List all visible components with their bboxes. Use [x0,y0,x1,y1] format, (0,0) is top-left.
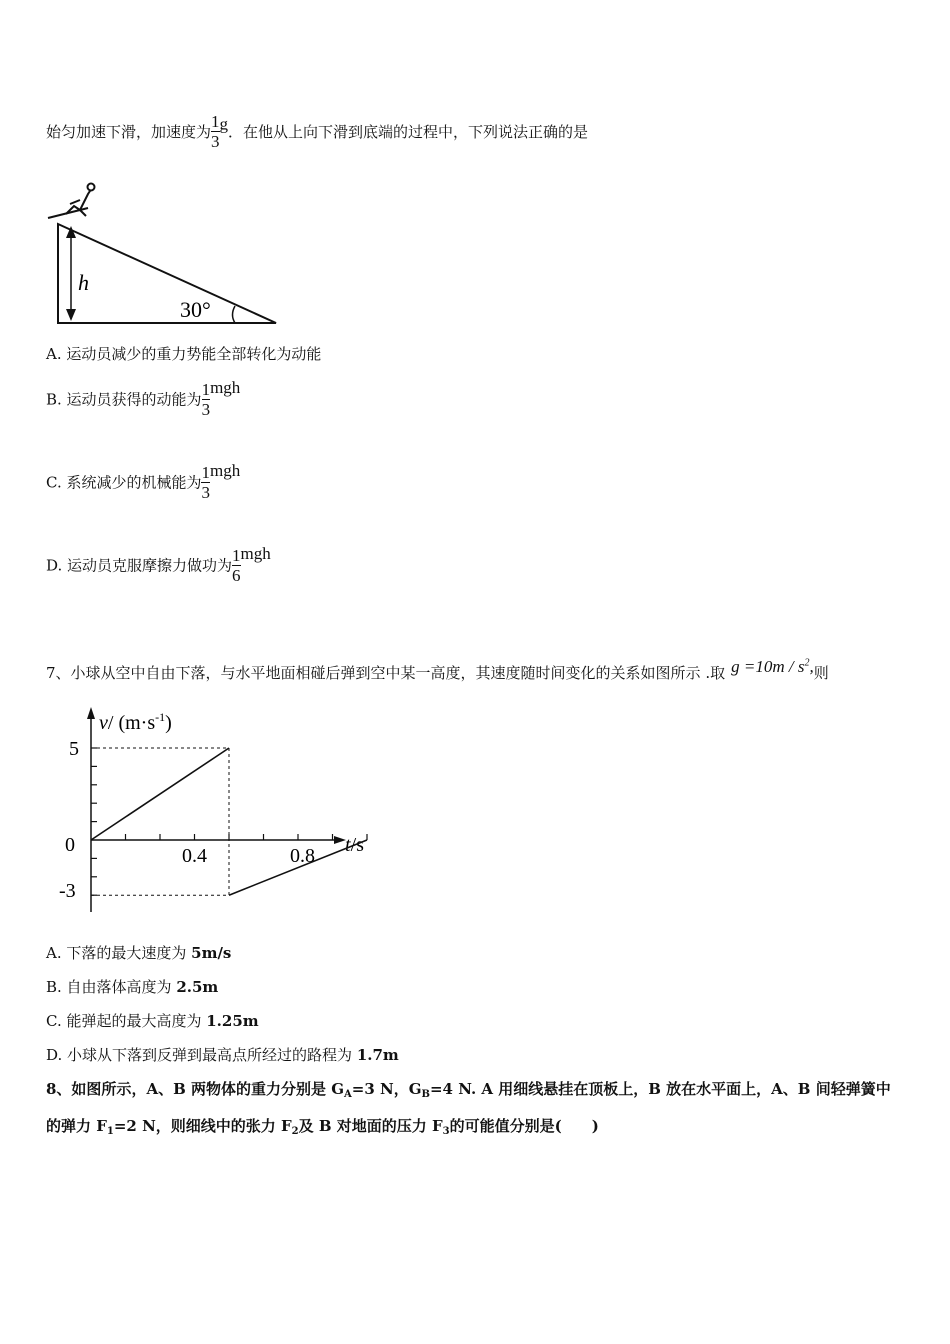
q6-accel-unit: g [219,114,229,134]
q6-option-b: B. 运动员获得的动能为 $\frac{1}{3}$ mgh [46,378,241,419]
q6-intro [46,112,588,151]
angle-label: 30° [180,297,211,322]
q7-option-d: D. 小球从下落到反弹到最高点所经过的路程为 1.7m [46,1046,399,1064]
x-tick-label-0.4: 0.4 [182,845,207,867]
q7-option-b: B. 自由落体高度为 2.5m [46,978,219,996]
series-line-1 [91,748,229,840]
q8-line-1: 8、如图所示，A、B 两物体的重力分别是 $G_A=3$ N，$G_B=4$ N. A 用细线悬挂在顶板上，B 放在水平面上，A、B 间轻弹簧中 [46,1080,891,1100]
q6-intro-post: ．在他从上向下滑到底端的过程中，下列说法正确的是 [228,123,589,141]
x-axis-label: t/s [345,834,364,856]
height-label: h [78,270,89,295]
q7-g-expression: $g =10m / s^2$, [731,657,814,676]
q6-option-d: D. 运动员克服摩擦力做功为 $\frac{1}{6}$ mgh [46,544,271,585]
q6-accel-fraction: $\frac{1}{3}$ [211,112,220,151]
q7-stem: 7、小球从空中自由下落，与水平地面相碰后弹到空中某一高度，其速度随时间变化的关系如图所示 .取 $g =10m / s^2$,则 [46,657,829,682]
velocity-time-chart [55,705,385,920]
skier-icon [48,184,95,219]
q7-option-a: A. 下落的最大速度为 5m/s [46,944,232,962]
y-axis-label: v/ $(m\cdot s^{-1})$ [99,710,172,734]
y-tick-label-0: 0 [65,834,75,856]
incline-triangle [58,224,276,323]
y-tick-label-5: 5 [69,738,79,760]
incline-figure [44,180,284,330]
height-arrow-bottom-icon [66,309,76,321]
angle-arc [233,306,236,323]
q7-option-c: C. 能弹起的最大高度为 1.25m [46,1012,259,1030]
q6-option-a: A. 运动员减少的重力势能全部转化为动能 [46,345,322,363]
x-tick-label-0.8: 0.8 [290,845,315,867]
q6-intro-pre: 始匀加速下滑，加速度为 [46,123,212,141]
q6-option-c: C. 系统减少的机械能为 $\frac{1}{3}$ mgh [46,461,241,502]
q6-option-c-fraction: $\frac{1}{3}$ [201,462,210,502]
q6-option-b-fraction: $\frac{1}{3}$ [201,379,211,419]
q6-option-d-fraction: $\frac{1}{6}$ [232,545,241,585]
q8-line-2: 的弹力 $F_1=2$ N，则细线中的张力 $F_2$及 B 对地面的压力 $F_3$的可能值分别是( ) [46,1117,599,1137]
y-tick-label-neg3: -3 [59,880,76,902]
y-axis-arrow-icon [87,707,95,719]
guide-lines [91,748,229,895]
